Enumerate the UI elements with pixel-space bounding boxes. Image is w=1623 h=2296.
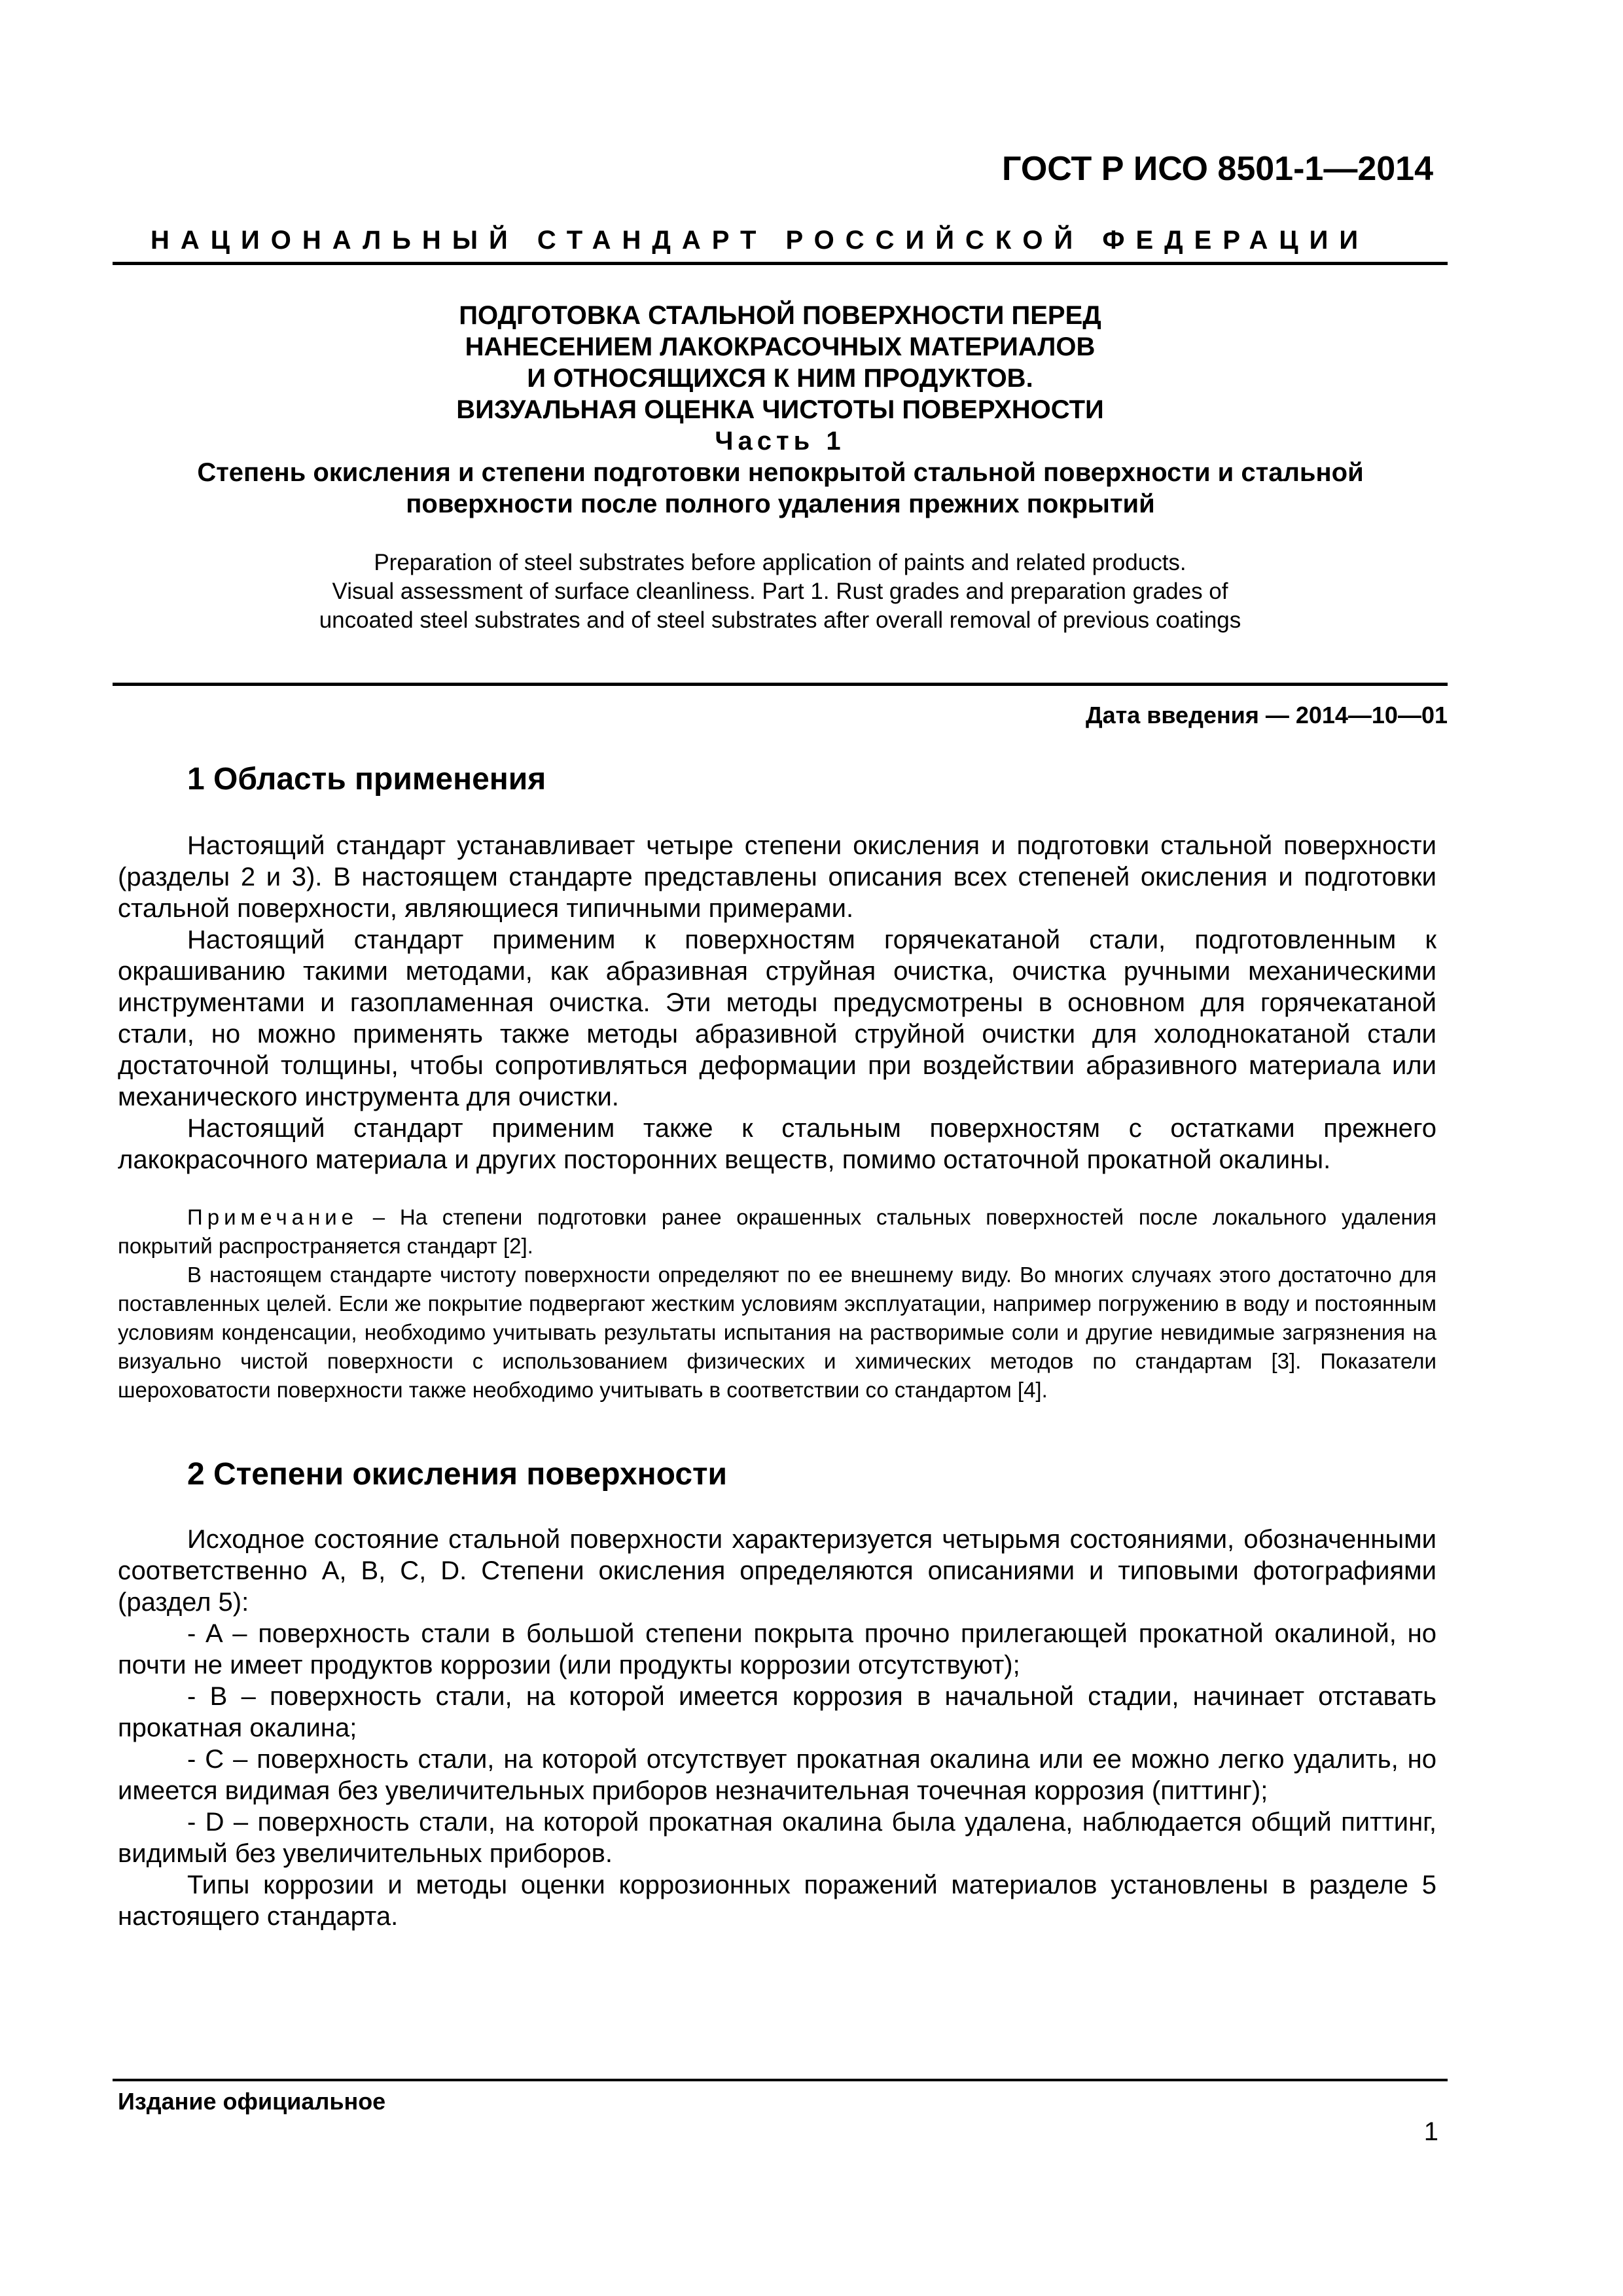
top-divider: [113, 262, 1448, 265]
section-1-heading: 1 Область применения: [187, 762, 546, 797]
section-2-heading: 2 Степени окисления поверхности: [187, 1457, 728, 1492]
paragraph: Настоящий стандарт применим к поверхностям горячекатаной стали, подготовленным к окрашиванию такими методами, как абразивная струйная очистка, очистка ручными механическими инструментами и газопламенная очистка. Эти методы предусмотрены в основном для горячекатаной стали, но можно применять также методы абразивной струйной очистки для холоднокатаной стали достаточной толщины, чтобы сопротивляться деформации при воздействии абразивного материала или механического инструмента для очистки.: [118, 925, 1436, 1111]
standard-number: ГОСТ Р ИСО 8501-1—2014: [1002, 150, 1433, 188]
national-standard-banner: НАЦИОНАЛЬНЫЙ СТАНДАРТ РОССИЙСКОЙ ФЕДЕРАЦИИ: [151, 226, 1370, 255]
paragraph: Исходное состояние стальной поверхности характеризуется четырьмя состояниями, обозначенными соответственно A, B, C, D. Степени окисления определяются описаниями и типовыми фотографиями (раздел 5):: [118, 1525, 1436, 1617]
title-line-4: ВИЗУАЛЬНАЯ ОЦЕНКА ЧИСТОТЫ ПОВЕРХНОСТИ: [456, 395, 1104, 424]
footer-divider: [113, 2079, 1448, 2081]
title-line-3: И ОТНОСЯЩИХСЯ К НИМ ПРОДУКТОВ.: [527, 364, 1033, 393]
page-number: 1: [1423, 2117, 1438, 2146]
note-label: Примечание: [187, 1205, 359, 1229]
english-title: [113, 548, 1448, 635]
note: [118, 1203, 1436, 1261]
list-item: - B – поверхность стали, на которой имеется коррозия в начальной стадии, начинает отставать прокатная окалина;: [118, 1682, 1436, 1742]
english-title-line-1: Preparation of steel substrates before application of paints and related products.: [374, 550, 1186, 575]
section-1-body: [118, 830, 1436, 1175]
english-title-line-3: uncoated steel substrates and of steel substrates after overall removal of previous coatings: [319, 607, 1241, 633]
section-2-body: [118, 1524, 1436, 1932]
title-divider: [113, 683, 1448, 686]
title-line-1: ПОДГОТОВКА СТАЛЬНОЙ ПОВЕРХНОСТИ ПЕРЕД: [459, 301, 1101, 330]
introduction-date: Дата введения — 2014—10—01: [1085, 702, 1448, 728]
list-item: - A – поверхность стали в большой степени покрыта прочно прилегающей прокатной окалиной, но почти не имеет продуктов коррозии (или продукты коррозии отсутствуют);: [118, 1619, 1436, 1679]
list-item: - C – поверхность стали, на которой отсутствует прокатная окалина или ее можно легко удалить, но имеется видимая без увеличительных приборов незначительная точечная коррозия (питтинг);: [118, 1745, 1436, 1805]
paragraph: Типы коррозии и методы оценки коррозионных поражений материалов установлены в разделе 5 настоящего стандарта.: [118, 1871, 1436, 1931]
title-subtitle: Степень окисления и степени подготовки непокрытой стальной поверхности и стальной поверхности после полного удаления прежних покрытий: [197, 458, 1364, 518]
document-title: [113, 300, 1448, 425]
paragraph: Настоящий стандарт применим также к стальным поверхностям с остатками прежнего лакокрасочного материала и других посторонних веществ, помимо остаточной прокатной окалины.: [118, 1114, 1436, 1174]
note-block: [118, 1203, 1436, 1405]
list-item: - D – поверхность стали, на которой прокатная окалина была удалена, наблюдается общий питтинг, видимый без увеличительных приборов.: [118, 1808, 1436, 1868]
title-line-2: НАНЕСЕНИЕМ ЛАКОКРАСОЧНЫХ МАТЕРИАЛОВ: [465, 332, 1096, 361]
edition-label: Издание официальное: [118, 2088, 386, 2115]
note-text: – На степени подготовки ранее окрашенных стальных поверхностей после локального удаления покрытий распространяется стандарт [2].: [118, 1205, 1436, 1258]
title-part: Часть 1: [715, 427, 846, 456]
english-title-line-2: Visual assessment of surface cleanliness. Part 1. Rust grades and preparation grades of: [332, 579, 1228, 604]
note-paragraph: В настоящем стандарте чистоту поверхности определяют по ее внешнему виду. Во многих случаях этого достаточно для поставленных целей. Если же покрытие подвергают жестким условиям эксплуатации, например погружению в воду и постоянным условиям конденсации, необходимо учитывать результаты испытания на растворимые соли и другие невидимые загрязнения на визуально чистой поверхности с использованием физических и химических методов по стандартам [3]. Показатели шероховатости поверхности также необходимо учитывать в соответствии со стандартом [4].: [118, 1263, 1436, 1402]
paragraph: Настоящий стандарт устанавливает четыре степени окисления и подготовки стальной поверхности (разделы 2 и 3). В настоящем стандарте представлены описания всех степеней окисления и подготовки стальной поверхности, являющиеся типичными примерами.: [118, 831, 1436, 923]
